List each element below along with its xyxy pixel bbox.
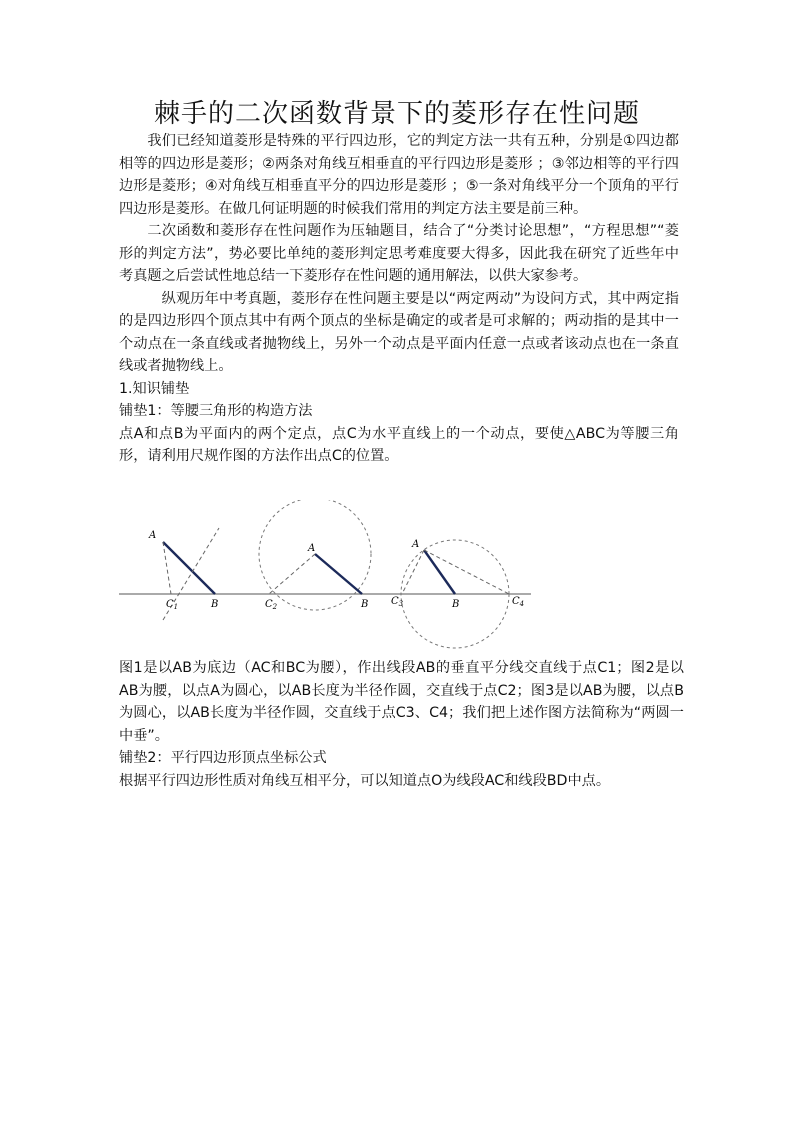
segment-ab xyxy=(163,542,215,594)
construction-explanation-section xyxy=(119,657,684,792)
label-b: B xyxy=(361,599,369,610)
label-c2: $C_2$ xyxy=(265,599,278,611)
label-c4: $C_4$ xyxy=(512,596,525,608)
label-a: A xyxy=(149,530,157,541)
segment-ab xyxy=(424,550,455,594)
label-c3: $C_3$ xyxy=(391,596,404,608)
paragraph-figure-explanation: 图1是以AB为底边（AC和BC为腰），作出线段AB的垂直平分线交直线于点C1；图2是以AB为腰，以点A为圆心，以AB长度为半径作圆，交直线于点C2；图3是以AB为腰，以点B为圆心，以AB长度为半径作圆，交直线于点C3、C4；我们把上述作图方法简称为“两圆一中垂”。 xyxy=(119,660,684,744)
label-c1: $C_1$ xyxy=(166,599,179,611)
paragraph-problem: 点A和点B为平面内的两个定点，点C为水平直线上的一个动点，要使△ABC为等腰三角形，请利用尺规作图的方法作出点C的位置。 xyxy=(119,425,679,464)
paragraph-parallelogram: 根据平行四边形性质对角线互相平分，可以知道点O为线段AC和线段BD中点。 xyxy=(119,772,611,789)
subsection-heading-2: 铺垫2：平行四边形顶点坐标公式 xyxy=(119,750,327,766)
isosceles-construction-figure xyxy=(119,500,679,660)
label-a: A xyxy=(308,543,316,554)
section-heading: 1.知识铺垫 xyxy=(119,380,190,397)
intro-section xyxy=(119,130,679,468)
label-b: B xyxy=(211,599,219,610)
segment-ac xyxy=(269,554,315,594)
paragraph-rhombus-criteria: 我们已经知道菱形是特殊的平行四边形，它的判定方法一共有五种，分别是①四边都相等的四边形是菱形；②两条对角线互相垂直的平行四边形是菱形 ；③邻边相等的平行四边形是菱形；④对角线互相垂直平分的四边形是菱形 ；⑤一条对角线平分一个顶角的平行四边形是菱形。在做几何证明题的时候我们常用的判定方法主要是前三种。 xyxy=(119,133,679,217)
figure-1 xyxy=(148,528,219,620)
subsection-heading-1: 铺垫1：等腰三角形的构造方法 xyxy=(119,403,313,419)
segment-ac3 xyxy=(402,550,424,594)
segment-ac4 xyxy=(424,550,509,594)
label-a: A xyxy=(412,539,420,550)
paragraph-exam-review: 纵观历年中考真题，菱形存在性问题主要是以“两定两动”为设问方式，其中两定指的是四边形四个顶点其中有两个顶点的坐标是确定的或者是可求解的；两动指的是其中一个动点在一条直线或者抛物线上，另外一个动点是平面内任意一点或者该动点也在一条直线或者抛物线上。 xyxy=(119,290,679,374)
paragraph-background: 二次函数和菱形存在性问题作为压轴题目，结合了“分类讨论思想”，“方程思想”“菱形的判定方法”，势必要比单纯的菱形判定思考难度要大得多，因此我在研究了近些年中考真题之后尝试性地总结一下菱形存在性问题的通用解法，以供大家参考。 xyxy=(119,223,679,284)
document-title: 棘手的二次函数背景下的菱形存在性问题 xyxy=(153,99,640,129)
label-b: B xyxy=(452,599,460,610)
segment-ab xyxy=(315,554,362,594)
